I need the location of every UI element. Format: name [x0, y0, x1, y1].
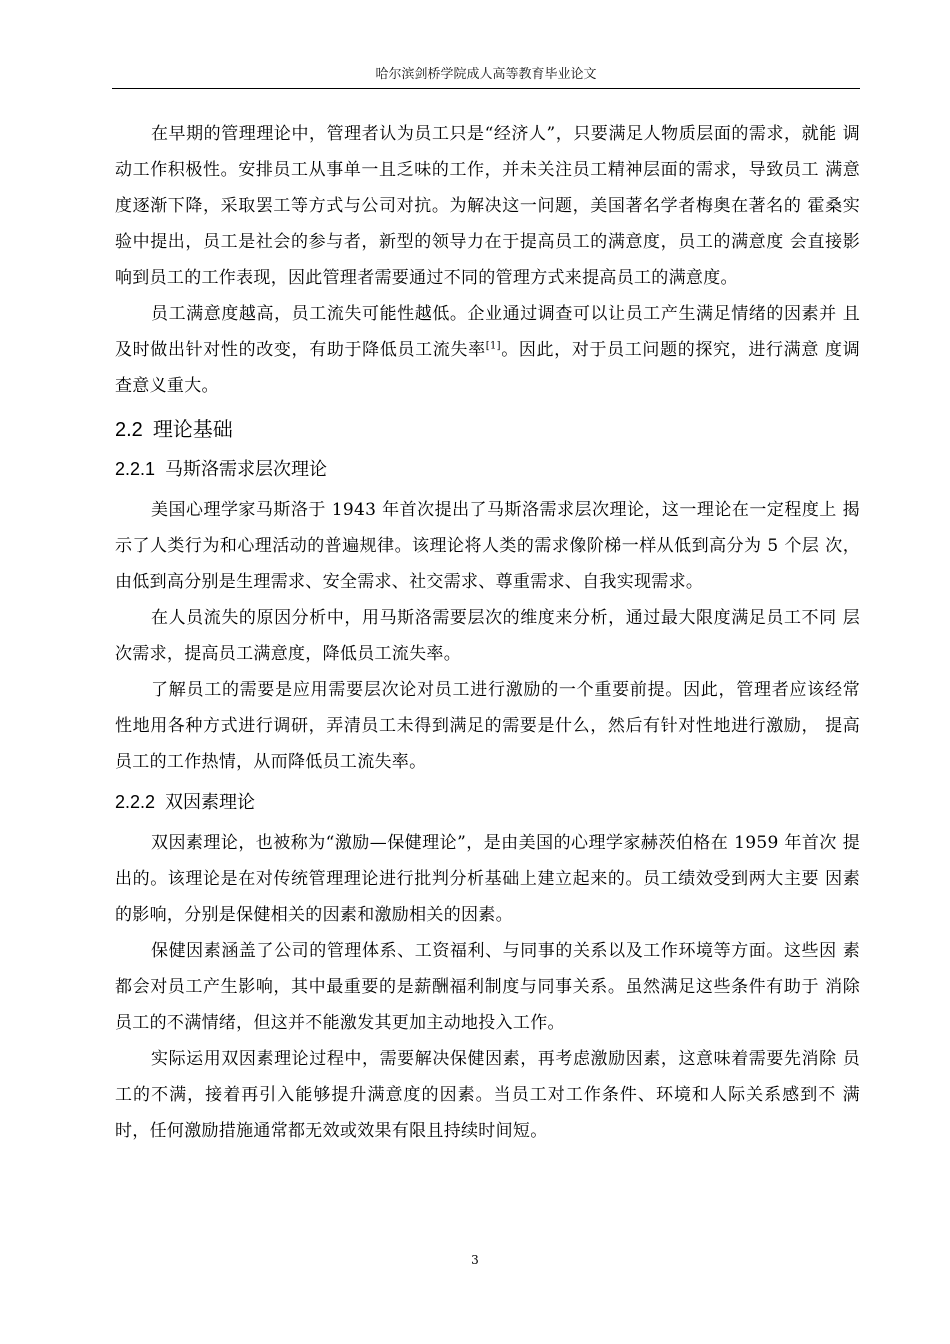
subsection-title: 双因素理论	[165, 792, 256, 813]
section-title: 理论基础	[152, 417, 233, 441]
maslow-paragraph-1: 美国心理学家马斯洛于 1943 年首次提出了马斯洛需求层次理论，这一理论在一定程度上 揭示了人类行为和心理活动的普遍规律。该理论将人类的需求像阶梯一样从低到高分为 5 个层 次，由低到高分别是生理需求、安全需求、社交需求、尊重需求、自我实现需求。	[115, 500, 860, 592]
subsection-number: 2.2.1	[115, 459, 156, 479]
citation-marker: [1]	[485, 340, 501, 352]
intro-paragraph-2	[115, 296, 860, 404]
two-factor-paragraph-1: 双因素理论，也被称为“激励—保健理论”，是由美国的心理学家赫茨伯格在 1959 年首次 提出的。该理论是在对传统管理理论进行批判分析基础上建立起来的。员工绩效受到两大主要 因素的影响，分别是保健相关的因素和激励相关的因素。	[115, 833, 860, 925]
two-factor-paragraph-3: 实际运用双因素理论过程中，需要解决保健因素，再考虑激励因素，这意味着需要先消除 员工的不满，接着再引入能够提升满意度的因素。当员工对工作条件、环境和人际关系感到不 满时，任何激励措施通常都无效或效果有限且持续时间短。	[115, 1049, 860, 1141]
subsection-heading-2-2-1	[115, 453, 860, 486]
page-number: 3	[471, 1253, 479, 1267]
maslow-paragraph-3: 了解员工的需要是应用需要层次论对员工进行激励的一个重要前提。因此，管理者应该经常性地用各种方式进行调研，弄清员工未得到满足的需要是什么，然后有针对性地进行激励， 提高员工的工作热情，从而降低员工流失率。	[115, 680, 860, 772]
section-number: 2.2	[115, 419, 143, 441]
section-heading-2-2	[115, 412, 860, 447]
subsection-heading-2-2-2	[115, 786, 860, 819]
subsection-number: 2.2.2	[115, 792, 156, 812]
intro-paragraph-2-tail: 。因此，对于员工问题的探究，进行满意 度调查意义重大。	[115, 340, 860, 396]
maslow-paragraph-2: 在人员流失的原因分析中，用马斯洛需要层次的维度来分析，通过最大限度满足员工不同 层次需求，提高员工满意度，降低员工流失率。	[115, 608, 860, 664]
page-header: 哈尔滨剑桥学院成人高等教育毕业论文	[375, 67, 597, 82]
intro-paragraph-2-text: 员工满意度越高，员工流失可能性越低。企业通过调查可以让员工产生满足情绪的因素并 且及时做出针对性的改变，有助于降低员工流失率	[115, 304, 860, 360]
header-divider	[112, 88, 860, 89]
intro-paragraph-1: 在早期的管理理论中，管理者认为员工只是“经济人”，只要满足人物质层面的需求，就能 调动工作积极性。安排员工从事单一且乏味的工作，并未关注员工精神层面的需求，导致员工 满意度逐渐下降，采取罢工等方式与公司对抗。为解决这一问题，美国著名学者梅奥在著名的 霍桑实验中提出，员工是社会的参与者，新型的领导力在于提高员工的满意度，员工的满意度 会直接影响到员工的工作表现，因此管理者需要通过不同的管理方式来提高员工的满意度。	[115, 124, 860, 288]
paper-body	[115, 116, 860, 1149]
two-factor-paragraph-2: 保健因素涵盖了公司的管理体系、工资福利、与同事的关系以及工作环境等方面。这些因 素都会对员工产生影响，其中最重要的是薪酬福利制度与同事关系。虽然满足这些条件有助于 消除员工的不满情绪，但这并不能激发其更加主动地投入工作。	[115, 941, 860, 1033]
subsection-title: 马斯洛需求层次理论	[165, 459, 328, 480]
